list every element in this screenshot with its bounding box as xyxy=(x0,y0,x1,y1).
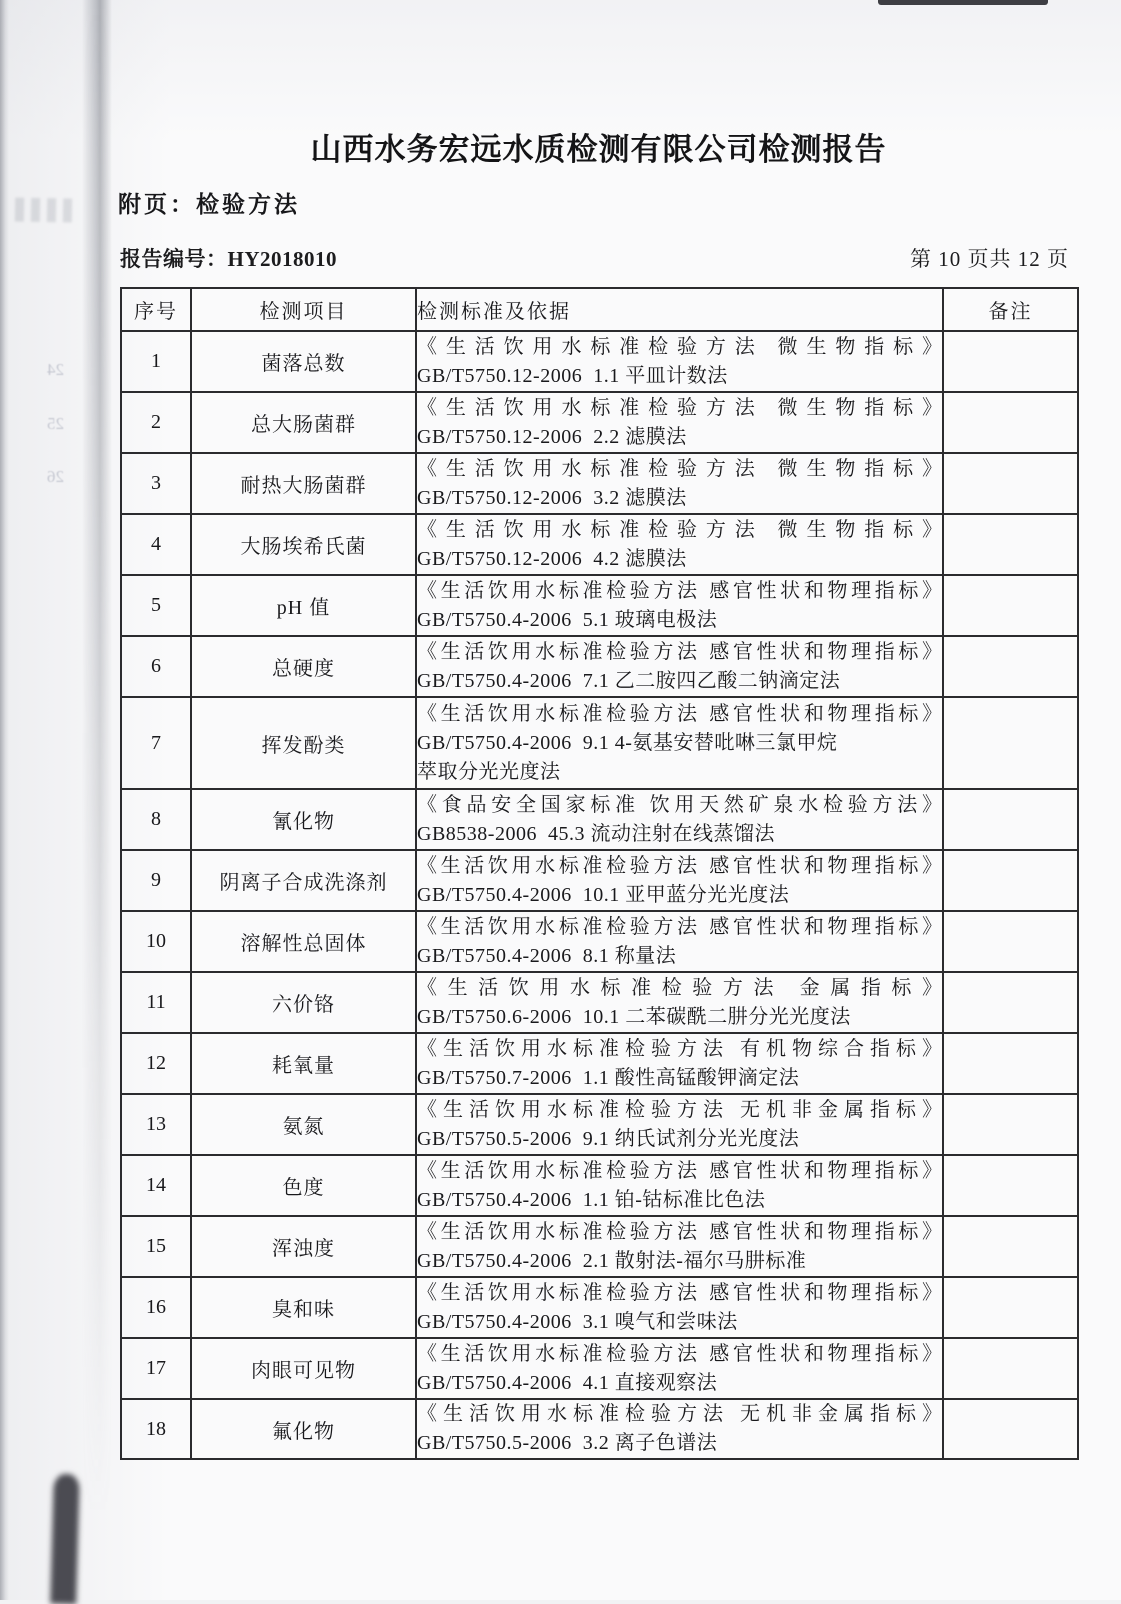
row-seq: 15 xyxy=(121,1216,191,1277)
method-line: GB/T5750.12-2006 3.2 滤膜法 xyxy=(417,486,687,509)
method-line: 《生活饮用水标准检验方法 微生物指标》 xyxy=(417,518,942,541)
page-fold-shadow xyxy=(82,0,112,1520)
row-seq: 12 xyxy=(121,1033,191,1094)
method-line: GB/T5750.4-2006 1.1 铂-钴标准比色法 xyxy=(417,1188,766,1211)
row-seq: 9 xyxy=(121,850,191,911)
method-line: GB/T5750.6-2006 10.1 二苯碳酰二肼分光光度法 xyxy=(417,1005,851,1028)
row-remark-cell xyxy=(943,1399,1078,1459)
row-method-cell xyxy=(416,1033,943,1094)
row-method-cell xyxy=(416,392,943,453)
method-line: GB/T5750.4-2006 4.1 直接观察法 xyxy=(417,1371,718,1394)
row-remark-cell xyxy=(943,972,1078,1033)
table-row xyxy=(121,1216,1078,1277)
header-item: 检测项目 xyxy=(191,288,416,331)
method-line: GB/T5750.12-2006 1.1 平皿计数法 xyxy=(417,364,728,387)
row-seq: 18 xyxy=(121,1399,191,1459)
scan-top-sliver xyxy=(878,0,1048,5)
row-seq: 8 xyxy=(121,789,191,850)
method-line: GB/T5750.4-2006 2.1 散射法-福尔马肼标准 xyxy=(417,1249,807,1272)
row-seq: 4 xyxy=(121,514,191,575)
method-line: 《生活饮用水标准检验方法 微生物指标》 xyxy=(417,457,942,480)
row-test-item: 肉眼可见物 xyxy=(191,1338,416,1399)
row-seq: 2 xyxy=(121,392,191,453)
row-test-item: 氟化物 xyxy=(191,1399,416,1459)
method-line: 《食品安全国家标准 饮用天然矿泉水检验方法》 xyxy=(417,793,942,816)
method-line: GB8538-2006 45.3 流动注射在线蒸馏法 xyxy=(417,822,775,845)
row-remark-cell xyxy=(943,697,1078,789)
method-line: GB/T5750.5-2006 3.2 离子色谱法 xyxy=(417,1432,718,1454)
row-remark-cell xyxy=(943,850,1078,911)
bleed-through-smudge xyxy=(10,197,72,222)
table-row xyxy=(121,514,1078,575)
table-row xyxy=(121,636,1078,697)
scan-dark-streak xyxy=(50,1474,80,1604)
header-remark: 备注 xyxy=(943,288,1078,331)
row-seq: 10 xyxy=(121,911,191,972)
method-line: GB/T5750.4-2006 10.1 亚甲蓝分光光度法 xyxy=(417,883,790,906)
attachment-subtitle: 附页：检验方法 xyxy=(118,191,300,217)
row-method-cell xyxy=(416,636,943,697)
row-method-cell xyxy=(416,514,943,575)
row-remark-cell xyxy=(943,1338,1078,1399)
row-remark-cell xyxy=(943,1277,1078,1338)
row-remark-cell xyxy=(943,1155,1078,1216)
row-test-item: 氨氮 xyxy=(191,1094,416,1155)
row-test-item: 菌落总数 xyxy=(191,331,416,392)
method-line: 《生活饮用水标准检验方法 金属指标》 xyxy=(417,976,942,999)
row-test-item: 臭和味 xyxy=(191,1277,416,1338)
method-line: GB/T5750.4-2006 3.1 嗅气和尝味法 xyxy=(417,1310,738,1333)
row-method-cell xyxy=(416,911,943,972)
row-method-cell xyxy=(416,575,943,636)
row-method-cell xyxy=(416,1155,943,1216)
method-line: 《生活饮用水标准检验方法 感官性状和物理指标》 xyxy=(417,579,942,602)
bleed-through-number: 26 xyxy=(47,467,64,486)
method-line: GB/T5750.4-2006 9.1 4-氨基安替吡啉三氯甲烷 xyxy=(417,731,838,754)
row-method-cell xyxy=(416,331,943,392)
table-row xyxy=(121,453,1078,514)
row-seq: 1 xyxy=(121,331,191,392)
method-line: 《生活饮用水标准检验方法 无机非金属指标》 xyxy=(417,1403,942,1425)
row-seq: 14 xyxy=(121,1155,191,1216)
method-line: 《生活饮用水标准检验方法 感官性状和物理指标》 xyxy=(417,1281,942,1304)
row-test-item: 总硬度 xyxy=(191,636,416,697)
methods-table-body xyxy=(121,331,1078,1459)
method-line: 《生活饮用水标准检验方法 感官性状和物理指标》 xyxy=(417,854,942,877)
header-seq: 序号 xyxy=(121,288,191,331)
table-row xyxy=(121,972,1078,1033)
row-seq: 17 xyxy=(121,1338,191,1399)
row-remark-cell xyxy=(943,392,1078,453)
table-row xyxy=(121,1155,1078,1216)
row-method-cell xyxy=(416,697,943,789)
row-method-cell xyxy=(416,1399,943,1459)
row-remark-cell xyxy=(943,911,1078,972)
bleed-through-number: 25 xyxy=(47,414,64,433)
method-line: 《生活饮用水标准检验方法 感官性状和物理指标》 xyxy=(417,702,942,725)
bleed-through-number: 24 xyxy=(47,360,64,379)
row-seq: 11 xyxy=(121,972,191,1033)
row-remark-cell xyxy=(943,1094,1078,1155)
method-line: GB/T5750.4-2006 7.1 乙二胺四乙酸二钠滴定法 xyxy=(417,669,841,692)
method-line: 萃取分光光度法 xyxy=(417,760,561,783)
table-row xyxy=(121,1399,1078,1459)
table-header-row xyxy=(121,288,1078,331)
method-line: GB/T5750.7-2006 1.1 酸性高锰酸钾滴定法 xyxy=(417,1066,800,1089)
row-test-item: 溶解性总固体 xyxy=(191,911,416,972)
row-method-cell xyxy=(416,453,943,514)
row-test-item: 挥发酚类 xyxy=(191,697,416,789)
method-line: GB/T5750.4-2006 5.1 玻璃电极法 xyxy=(417,608,718,631)
row-seq: 7 xyxy=(121,697,191,789)
report-number: 报告编号：HY2018010 xyxy=(120,247,337,271)
method-line: GB/T5750.4-2006 8.1 称量法 xyxy=(417,944,677,967)
row-method-cell xyxy=(416,789,943,850)
row-method-cell xyxy=(416,1216,943,1277)
row-seq: 16 xyxy=(121,1277,191,1338)
row-seq: 13 xyxy=(121,1094,191,1155)
row-test-item: 色度 xyxy=(191,1155,416,1216)
page-indicator: 第 10 页共 12 页 xyxy=(910,247,1069,271)
row-test-item: 大肠埃希氏菌 xyxy=(191,514,416,575)
method-line: GB/T5750.5-2006 9.1 纳氏试剂分光光度法 xyxy=(417,1127,800,1150)
scan-left-edge xyxy=(0,0,9,1600)
methods-table xyxy=(120,287,1079,1460)
table-row xyxy=(121,911,1078,972)
method-line: 《生活饮用水标准检验方法 有机物综合指标》 xyxy=(417,1037,942,1060)
row-test-item: pH 值 xyxy=(191,575,416,636)
row-method-cell xyxy=(416,1338,943,1399)
table-row xyxy=(121,850,1078,911)
page-title: 山西水务宏远水质检测有限公司检测报告 xyxy=(310,132,887,167)
method-line: 《生活饮用水标准检验方法 感官性状和物理指标》 xyxy=(417,1159,942,1182)
row-test-item: 耐热大肠菌群 xyxy=(191,453,416,514)
row-test-item: 耗氧量 xyxy=(191,1033,416,1094)
row-remark-cell xyxy=(943,575,1078,636)
row-seq: 6 xyxy=(121,636,191,697)
row-seq: 5 xyxy=(121,575,191,636)
table-row xyxy=(121,1277,1078,1338)
table-row xyxy=(121,1033,1078,1094)
row-test-item: 浑浊度 xyxy=(191,1216,416,1277)
row-remark-cell xyxy=(943,1216,1078,1277)
table-row xyxy=(121,392,1078,453)
method-line: 《生活饮用水标准检验方法 感官性状和物理指标》 xyxy=(417,1342,942,1365)
table-row xyxy=(121,1094,1078,1155)
row-remark-cell xyxy=(943,636,1078,697)
table-row xyxy=(121,331,1078,392)
meta-line xyxy=(120,243,1077,273)
row-test-item: 阴离子合成洗涤剂 xyxy=(191,850,416,911)
row-test-item: 六价铬 xyxy=(191,972,416,1033)
method-line: 《生活饮用水标准检验方法 感官性状和物理指标》 xyxy=(417,1220,942,1243)
method-line: 《生活饮用水标准检验方法 微生物指标》 xyxy=(417,335,942,358)
table-row xyxy=(121,575,1078,636)
row-remark-cell xyxy=(943,331,1078,392)
row-seq: 3 xyxy=(121,453,191,514)
method-line: 《生活饮用水标准检验方法 微生物指标》 xyxy=(417,396,942,419)
method-line: GB/T5750.12-2006 2.2 滤膜法 xyxy=(417,425,687,448)
header-method: 检测标准及依据 xyxy=(416,288,943,331)
row-method-cell xyxy=(416,972,943,1033)
method-line: 《生活饮用水标准检验方法 感官性状和物理指标》 xyxy=(417,640,942,663)
row-method-cell xyxy=(416,1277,943,1338)
table-row xyxy=(121,697,1078,789)
row-method-cell xyxy=(416,850,943,911)
row-remark-cell xyxy=(943,789,1078,850)
row-remark-cell xyxy=(943,453,1078,514)
table-row xyxy=(121,789,1078,850)
table-row xyxy=(121,1338,1078,1399)
method-line: 《生活饮用水标准检验方法 无机非金属指标》 xyxy=(417,1098,942,1121)
method-line: 《生活饮用水标准检验方法 感官性状和物理指标》 xyxy=(417,915,942,938)
method-line: GB/T5750.12-2006 4.2 滤膜法 xyxy=(417,547,687,570)
row-test-item: 氰化物 xyxy=(191,789,416,850)
row-method-cell xyxy=(416,1094,943,1155)
row-test-item: 总大肠菌群 xyxy=(191,392,416,453)
row-remark-cell xyxy=(943,1033,1078,1094)
row-remark-cell xyxy=(943,514,1078,575)
